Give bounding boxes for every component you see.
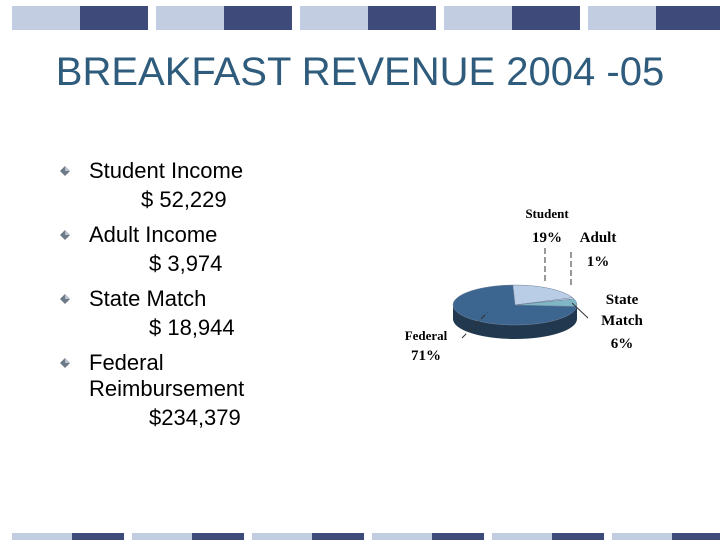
band-segment xyxy=(656,6,720,30)
bullet-amount: $234,379 xyxy=(149,405,241,430)
band-segment xyxy=(224,6,292,30)
pie-label-category: Adult xyxy=(579,230,617,246)
bullet-amount: $ 3,974 xyxy=(149,251,223,276)
bullet-item-student xyxy=(60,158,360,222)
band-segment xyxy=(12,6,80,30)
bullet-icon xyxy=(60,294,70,304)
band-segment xyxy=(80,6,148,30)
band-segment xyxy=(552,533,604,540)
bullet-icon xyxy=(60,358,70,368)
band-segment xyxy=(444,6,512,30)
pie-label-category: Student xyxy=(525,206,569,221)
band-segment xyxy=(156,6,224,30)
bullet-label: Adult Income xyxy=(89,222,218,247)
pie-label-value: 71% xyxy=(411,348,441,364)
bullet-label: Federal Reimbursement xyxy=(89,350,245,401)
band-segment xyxy=(432,533,484,540)
pie-label-value: 19% xyxy=(532,230,562,246)
band-segment xyxy=(300,6,368,30)
band-segment xyxy=(512,6,580,30)
band-segment xyxy=(672,533,720,540)
pie-label-category: Federal xyxy=(404,328,448,343)
band-segment xyxy=(612,533,672,540)
bullet-item-state-match xyxy=(60,286,360,350)
bullet-item-federal xyxy=(60,350,360,434)
bullet-item-adult xyxy=(60,222,360,286)
revenue-pie-chart xyxy=(390,200,680,380)
bullet-icon xyxy=(60,166,70,176)
bullet-amount: $ 52,229 xyxy=(141,187,227,212)
band-segment xyxy=(372,533,432,540)
band-segment xyxy=(492,533,552,540)
bullet-label: State Match xyxy=(89,286,207,311)
top-decor-band xyxy=(0,6,720,36)
slide-title: BREAKFAST REVENUE 2004 -05 xyxy=(55,50,665,94)
bottom-decor-band xyxy=(0,533,720,540)
band-segment xyxy=(252,533,312,540)
bullet-label: Student Income xyxy=(89,158,244,183)
band-segment xyxy=(192,533,244,540)
band-segment xyxy=(312,533,364,540)
band-segment xyxy=(72,533,124,540)
pie-label-value: 1% xyxy=(586,254,610,270)
bullet-amount: $ 18,944 xyxy=(149,315,235,340)
band-segment xyxy=(12,533,72,540)
pie-label-value: 6% xyxy=(610,336,634,352)
pie-label-category: State Match xyxy=(601,292,643,329)
bullet-icon xyxy=(60,230,70,240)
band-segment xyxy=(132,533,192,540)
band-segment xyxy=(588,6,656,30)
bullet-list xyxy=(60,158,360,434)
band-segment xyxy=(368,6,436,30)
